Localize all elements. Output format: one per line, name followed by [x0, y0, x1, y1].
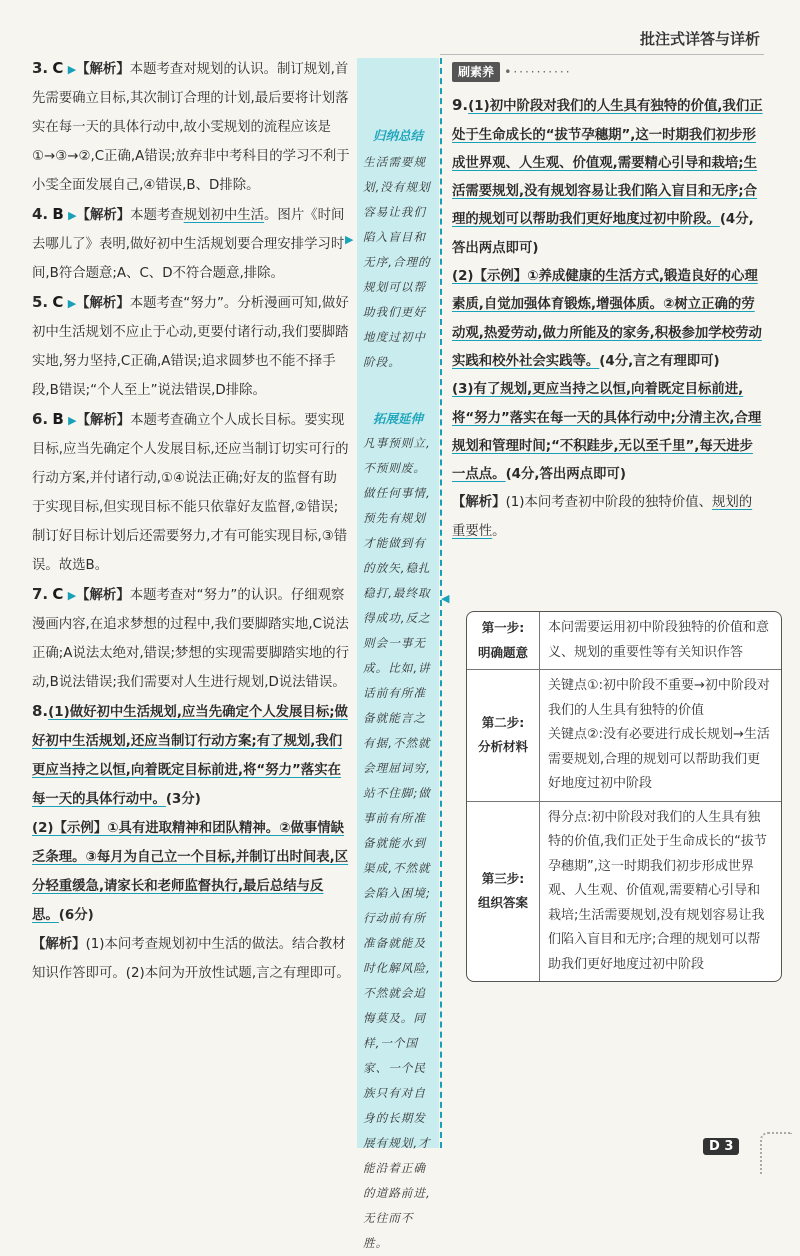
analysis-tag: 【解析】	[452, 495, 506, 511]
answer-q4	[32, 200, 350, 288]
analysis-tag: 【解析】	[76, 62, 130, 77]
answer-q7	[32, 580, 350, 697]
step-label	[467, 802, 540, 982]
arrow-icon: ▶	[67, 589, 77, 602]
underlined-keyword: 规划的重要性	[452, 495, 753, 539]
summary-text: 生活需要规划,没有规划容易让我们陷入盲目和无序,合理的规划可以帮助我们更好地度过初中阶段。	[363, 155, 431, 369]
pointer-left-icon: ▶	[345, 233, 354, 246]
corner-decoration	[760, 1132, 792, 1174]
table-row	[467, 801, 781, 982]
extension-text: 凡事预则立,不预则废。做任何事情,预先有规划才能做到有的放矢,稳扎稳打,最终取得成功,反之则会一事无成。比如,讲话前有所准备就能言之有据,不然就会理屈词穷,站不住脚;做事前有所准备就能水到渠成,不然就会陷入困境;行动前有所准备就能及时化解风险,不然就会追悔莫及。同样,一个国家、一个民族只有对自身的长期发展有规划,才能沿着正确的道路前进,无往而不胜。	[363, 436, 431, 1250]
summary-box	[357, 126, 439, 375]
question-number: 4.	[32, 205, 49, 223]
score-note: (4分,答出两点即可)	[452, 212, 754, 256]
analysis-text: 。	[492, 523, 506, 539]
step-number: 第三步:	[481, 870, 525, 886]
answer-part-2: (2)【示例】①养成健康的生活方式,锻造良好的心理素质,自觉加强体育锻炼,增强体质。②树立正确的劳动观,热爱劳动,做力所能及的家务,积极参加学校劳动实践和校外社会实践等。	[452, 269, 762, 369]
analysis-tag: 【解析】	[32, 937, 86, 952]
analysis-text: (1)本问考查规划初中生活的做法。结合教材知识作答即可。(2)本问为开放性试题,言之有理即可。	[32, 937, 350, 981]
badge-dots: •··········	[504, 65, 572, 79]
step-label	[467, 612, 540, 669]
summary-title: 归纳总结	[372, 128, 423, 143]
underlined-keyword: 规划初中生活	[183, 208, 265, 223]
step-number: 第二步:	[481, 714, 525, 730]
step-name: 组织答案	[477, 895, 528, 911]
answer-part-1: (1)做好初中生活规划,应当先确定个人发展目标;做好初中生活规划,还应当制订行动方案;有了规划,我们更应当持之以恒,向着既定目标前进,将“努力”落实在每一天的具体行动中。	[32, 705, 348, 807]
answer-q5	[32, 288, 350, 405]
answer-part-3: (3)有了规划,更应当持之以恒,向着既定目标前进,将“努力”落实在每一天的具体行动中;分清主次,合理规划和管理时间;“不积跬步,无以至千里”,每天进步一点点。	[452, 382, 762, 483]
answer-q3	[32, 54, 350, 200]
analysis-tag: 【解析】	[76, 296, 130, 311]
step-number: 第一步:	[481, 620, 525, 635]
analysis-tag: 【解析】	[76, 588, 130, 603]
analysis-text: 。图片《时间去哪儿了》表明,做好初中生活规划要合理安排学习时间,B符合题意;A、C、D不符合题意,排除。	[32, 208, 345, 281]
analysis-text: 本题考查对规划的认识。制订规划,首先需要确立目标,其次制订合理的计划,最后要将计划落实在每一天的具体行动中,故小雯规划的流程应该是①→③→②,C正确,A错误;放弃非中考科目的学习不利于小雯全面发展自己,④错误,B、D排除。	[32, 62, 350, 193]
step-name: 明确题意	[477, 644, 528, 660]
question-number: 7.	[32, 585, 49, 603]
analysis-text: 本题考查	[130, 208, 184, 223]
answer-q8-part2	[32, 814, 350, 930]
step-content: 本问需要运用初中阶段独特的价值和意义、规划的重要性等有关知识作答	[548, 620, 770, 660]
answer-q9-part2	[452, 263, 764, 376]
analysis-text: (1)本问考查初中阶段的独特价值、	[505, 495, 712, 511]
score-note: (4分,答出两点即可)	[505, 467, 626, 483]
answer-q9-part3	[452, 376, 764, 489]
analysis-tag: 【解析】	[76, 208, 131, 223]
arrow-icon: ▶	[68, 414, 77, 427]
section-badge: 刷素养	[452, 62, 500, 82]
answer-q6	[32, 405, 350, 580]
extension-title: 拓展延伸	[372, 411, 423, 426]
answer-letter: B	[52, 410, 64, 428]
answer-part-2: (2)【示例】①具有进取精神和团队精神。②做事情缺乏条理。③每月为自己立一个目标,并制订出时间表,区分轻重缓急,请家长和老师监督执行,最后总结与反思。	[32, 821, 349, 923]
question-number: 3.	[32, 59, 49, 77]
table-row	[467, 669, 781, 801]
answer-part-1: (1)初中阶段对我们的人生具有独特的价值,我们正处于生命成长的“拔节孕穗期”,这一时期我们初步形成世界观、人生观、价值观,需要精心引导和栽培;生活需要规划,没有规划容易让我们陷入盲目和无序;合理的规划可以帮助我们更好地度过初中阶段。	[452, 99, 763, 228]
score-note: (3分)	[165, 792, 201, 807]
answer-letter: C	[52, 59, 64, 77]
question-number: 9.	[452, 96, 469, 115]
table-row	[467, 612, 781, 669]
extension-box	[357, 409, 439, 1256]
pointer-right-icon: ◀	[441, 592, 450, 605]
answer-letter: B	[52, 205, 64, 223]
question-number: 6.	[32, 410, 49, 428]
arrow-icon: ▶	[67, 63, 77, 76]
answer-q8	[32, 697, 350, 814]
analysis-tag: 【解析】	[76, 413, 131, 428]
arrow-icon: ▶	[68, 209, 77, 222]
analysis-text: 本题考查对“努力”的认识。仔细观察漫画内容,在追求梦想的过程中,我们要脚踏实地,C说法正确;A说法太绝对,错误;梦想的实现需要脚踏实地的行动,B说法错误;我们需要对人生进行规划,D说法错误。	[32, 588, 350, 690]
question-number: 8.	[32, 702, 49, 720]
step-label	[467, 670, 540, 801]
score-note: (4分,言之有理即可)	[599, 353, 720, 369]
step-content: 关键点①:初中阶段不重要→初中阶段对我们的人生具有独特的价值 关键点②:没有必要进行成长规划→生活需要规划,合理的规划可以帮助我们更好地度过初中阶段	[548, 678, 770, 791]
answer-letter: C	[52, 585, 64, 603]
header-divider	[440, 54, 764, 55]
analysis-text: 本题考查“努力”。分析漫画可知,做好初中生活规划不应止于心动,更要付诸行动,我们要脚踏实地,努力坚持,C正确,A错误;追求圆梦也不能不择手段,B错误;“个人至上”说法错误,D排除。	[32, 296, 349, 398]
annotation-sidebar	[357, 58, 439, 1250]
left-column	[32, 54, 350, 988]
page-number: D 3	[703, 1138, 739, 1155]
question-number: 5.	[32, 293, 49, 311]
step-table	[466, 611, 782, 982]
step-content: 得分点:初中阶段对我们的人生具有独特的价值,我们正处于生命成长的“拔节孕穗期”,这一时期我们初步形成世界观、人生观、价值观,需要精心引导和栽培;生活需要规划,没有规划容易让我们陷入盲目和无序;合理的规划可以帮助我们更好地度过初中阶段	[548, 809, 767, 972]
right-column	[452, 58, 764, 546]
answer-q8-analysis	[32, 930, 350, 988]
answer-letter: C	[52, 293, 64, 311]
analysis-text: 本题考查确立个人成长目标。要实现目标,应当先确定个人发展目标,还应当制订切实可行的行动方案,并付诸行动,①④说法正确;好友的监督有助于实现目标,但实现目标不能只依靠好友监督,②错误;制订好目标计划后还需要努力,才有可能实现目标,③错误。故选B。	[32, 413, 349, 573]
answer-q9-analysis	[452, 489, 764, 546]
answer-q9-part1	[452, 91, 764, 263]
section-badge-row	[452, 58, 764, 87]
score-note: (6分)	[58, 908, 94, 923]
step-name: 分析材料	[477, 739, 528, 755]
arrow-icon: ▶	[67, 297, 77, 310]
page-header-title: 批注式详答与详析	[639, 30, 760, 48]
